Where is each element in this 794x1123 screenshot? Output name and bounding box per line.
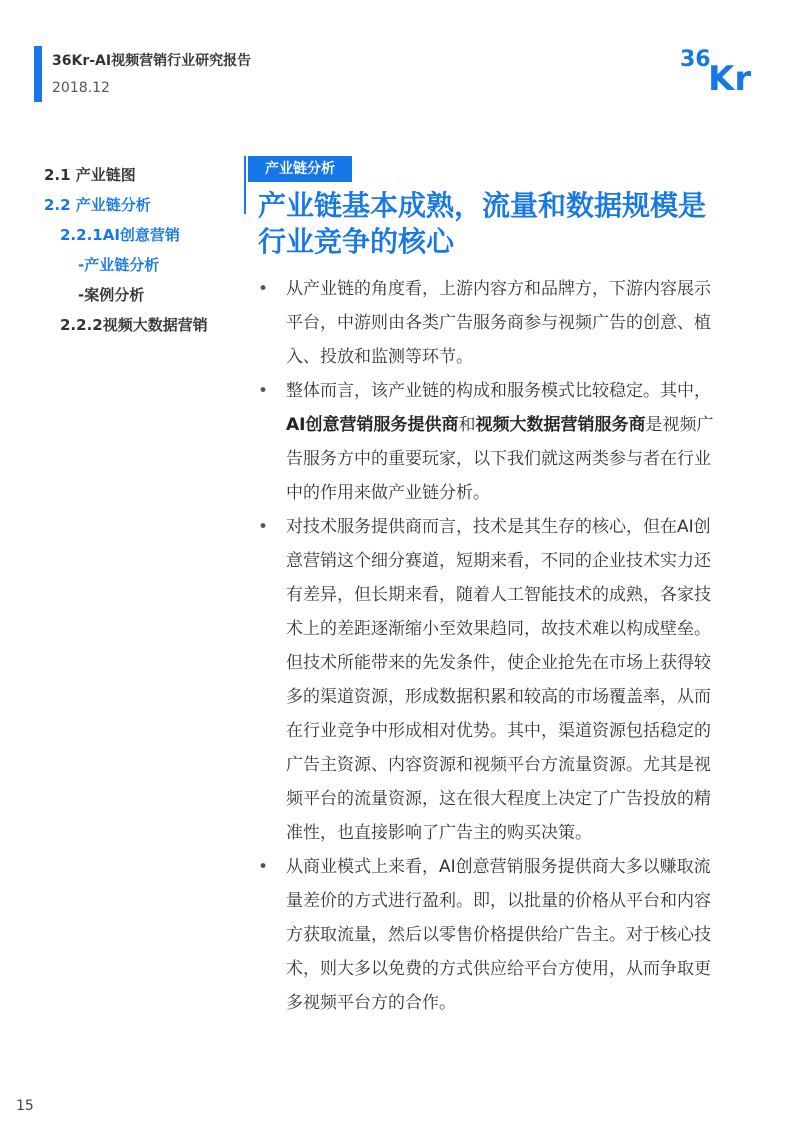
page-title: 产业链基本成熟，流量和数据规模是行业竞争的核心 [258,189,707,258]
table-of-contents [44,160,234,340]
paragraph-text: 从商业模式上来看，AI创意营销服务提供商大多以赚取流量差价的方式进行盈利。即，以批量的价格从平台和内容方获取流量，然后以零售价格提供给广告主。对于核心技术，则大多以免费的方式供应给平台方使用，从而争取更多视频平台方的合作。 [286,857,711,1013]
toc-item-2-2-2[interactable]: 2.2.2视频大数据营销 [60,316,208,334]
bullet-icon: • [257,517,269,537]
bullet-icon: • [257,381,269,401]
bold-term: 视频大数据营销服务商 [475,415,646,435]
logo-text-top: 36 [680,47,711,72]
section-tag: 产业链分析 [248,156,352,182]
bullet-icon: • [257,279,269,299]
bold-term: AI创意营销服务提供商 [286,415,459,435]
header-accent-bar [34,46,42,102]
body-bullet-list [256,272,722,1020]
toc-item-2-2-1[interactable]: 2.2.1AI创意营销 [60,226,180,244]
page-number: 15 [16,1098,34,1114]
toc-item-2-2[interactable]: 2.2 产业链分析 [44,196,151,214]
list-item [256,374,722,510]
report-title: 36Kr-AI视频营销行业研究报告 [52,53,252,69]
report-date: 2018.12 [52,80,110,96]
section-divider-line [244,156,246,214]
bullet-icon: • [257,857,269,877]
36kr-logo [676,42,766,94]
paragraph-text: 是视频广告服务方中的重要玩家，以下我们就这两类参与者在行业中的作用来做产业链分析。 [286,415,714,503]
list-item [256,510,722,850]
toc-item-case-analysis[interactable]: -案例分析 [78,286,145,304]
paragraph-text: 和 [458,415,476,435]
logo-text-bottom: Kr [708,59,752,94]
toc-item-chain-analysis[interactable]: -产业链分析 [78,256,160,274]
list-item [256,272,722,374]
paragraph-text: 从产业链的角度看，上游内容方和品牌方，下游内容展示平台，中游则由各类广告服务商参与视频广告的创意、植入、投放和监测等环节。 [286,279,711,367]
paragraph-text: 对技术服务提供商而言，技术是其生存的核心，但在AI创意营销这个细分赛道，短期来看，不同的企业技术实力还有差异，但长期来看，随着人工智能技术的成熟，各家技术上的差距逐渐缩小至效果趋同，故技术难以构成壁垒。但技术所能带来的先发条件，使企业抢先在市场上获得较多的渠道资源，形成数据积累和较高的市场覆盖率，从而在行业竞争中形成相对优势。其中，渠道资源包括稳定的广告主资源、内容资源和视频平台方流量资源。尤其是视频平台的流量资源，这在很大程度上决定了广告投放的精准性，也直接影响了广告主的购买决策。 [286,517,711,843]
paragraph-text: 整体而言，该产业链的构成和服务模式比较稳定。其中， [286,381,711,401]
list-item [256,850,722,1020]
toc-item-2-1[interactable]: 2.1 产业链图 [44,166,136,184]
